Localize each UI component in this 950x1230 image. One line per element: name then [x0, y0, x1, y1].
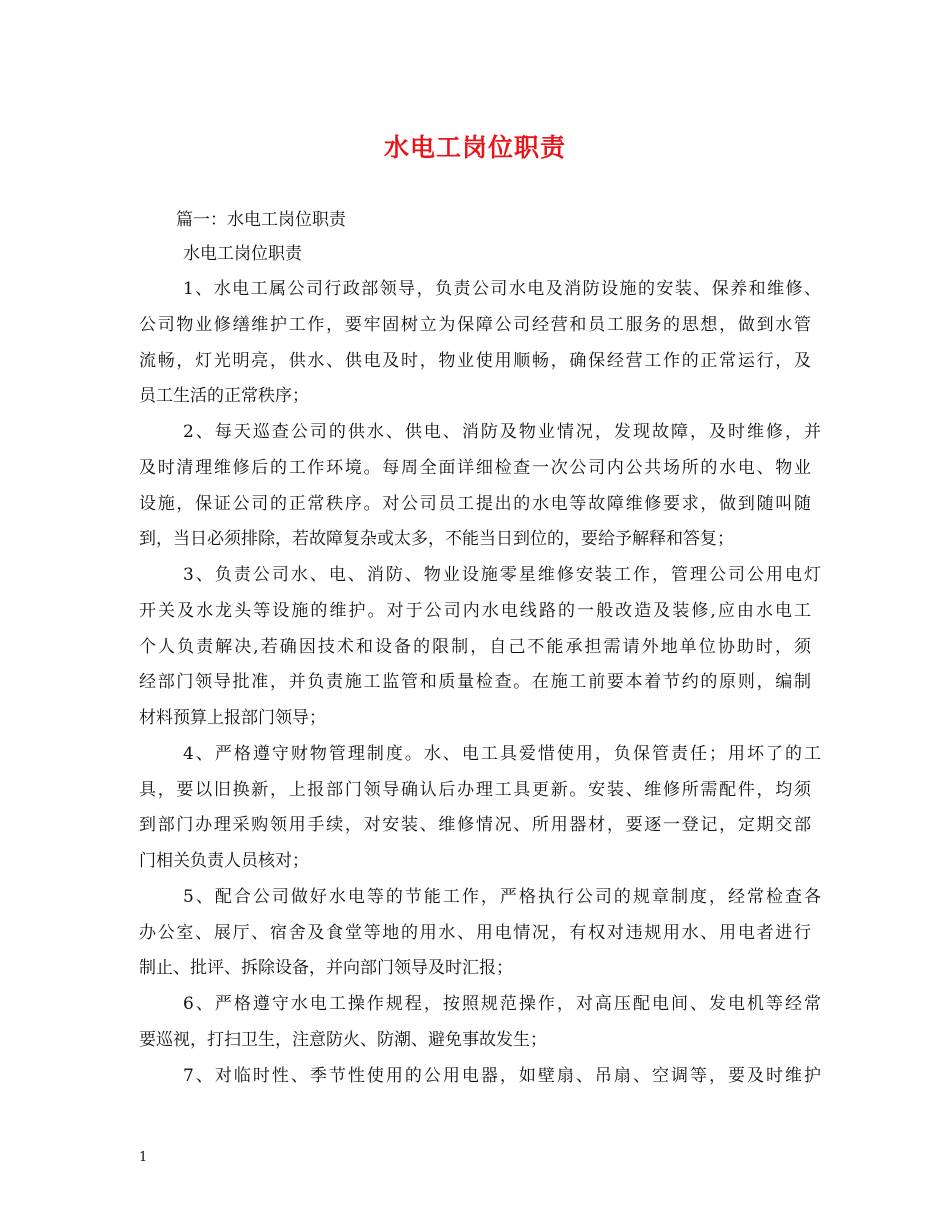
body-line: 到，当日必须排除，若故障复杂或太多，不能当日到位的，要给予解释和答复； — [139, 529, 734, 550]
body-line: 开关及水龙头等设施的维护。对于公司内水电线路的一般改造及装修,应由水电工 — [139, 600, 811, 621]
document-title: 水电工岗位职责 — [383, 133, 566, 162]
body-line: 要巡视，打扫卫生，注意防火、防潮、避免事故发生； — [139, 1029, 547, 1050]
body-line: 员工生活的正常秩序； — [139, 386, 309, 407]
body-line: 2、每天巡查公司的供水、供电、消防及物业情况，发现故障，及时维修，并 — [183, 422, 821, 442]
body-line: 具，要以旧换新，上报部门领导确认后办理工具更新。安装、维修所需配件，均须 — [139, 779, 811, 800]
body-line: 流畅，灯光明亮，供水、供电及时，物业使用顺畅，确保经营工作的正常运行，及 — [139, 350, 811, 371]
body-line: 7、对临时性、季节性使用的公用电器，如壁扇、吊扇、空调等，要及时维护 — [183, 1065, 821, 1086]
body-line: 4、严格遵守财物管理制度。水、电工具爱惜使用，负保管责任；用坏了的工 — [183, 743, 821, 764]
body-line: 设施，保证公司的正常秩序。对公司员工提出的水电等故障维修要求，做到随叫随 — [139, 493, 811, 514]
body-line: 个人负责解决,若确因技术和设备的限制，自己不能承担需请外地单位协助时，须 — [139, 636, 811, 657]
body-line: 到部门办理采购领用手续，对安装、维修情况、所用器材，要逐一登记，定期交部 — [139, 815, 811, 836]
body-line: 3、负责公司水、电、消防、物业设施零星维修安装工作，管理公司公用电灯 — [183, 565, 821, 585]
body-line: 门相关负责人员核对； — [139, 851, 309, 871]
body-line: 公司物业修缮维护工作，要牢固树立为保障公司经营和员工服务的思想，做到水管 — [139, 314, 811, 335]
body-line: 经部门领导批准，并负责施工监管和质量检查。在施工前要本着节约的原则，编制 — [139, 672, 811, 693]
body-line: 6、严格遵守水电工操作规程，按照规范操作，对高压配电间、发电机等经常 — [183, 994, 821, 1014]
body-line: 1、水电工属公司行政部领导，负责公司水电及消防设施的安装、保养和维修、 — [183, 279, 821, 299]
body-line: 5、配合公司做好水电等的节能工作，严格执行公司的规章制度，经常检查各 — [183, 886, 821, 907]
chapter-heading: 篇一：水电工岗位职责 — [176, 210, 346, 230]
subheading: 水电工岗位职责 — [183, 244, 302, 264]
body-line: 材料预算上报部门领导； — [139, 708, 326, 728]
page-number: 1 — [139, 1150, 148, 1165]
body-line: 办公室、展厅、宿舍及食堂等地的用水、用电情况，有权对违规用水、用电者进行 — [139, 922, 811, 943]
body-line: 及时清理维修后的工作环境。每周全面详细检查一次公司内公共场所的水电、物业 — [139, 457, 811, 478]
body-line: 制止、批评、拆除设备，并向部门领导及时汇报； — [139, 958, 513, 979]
